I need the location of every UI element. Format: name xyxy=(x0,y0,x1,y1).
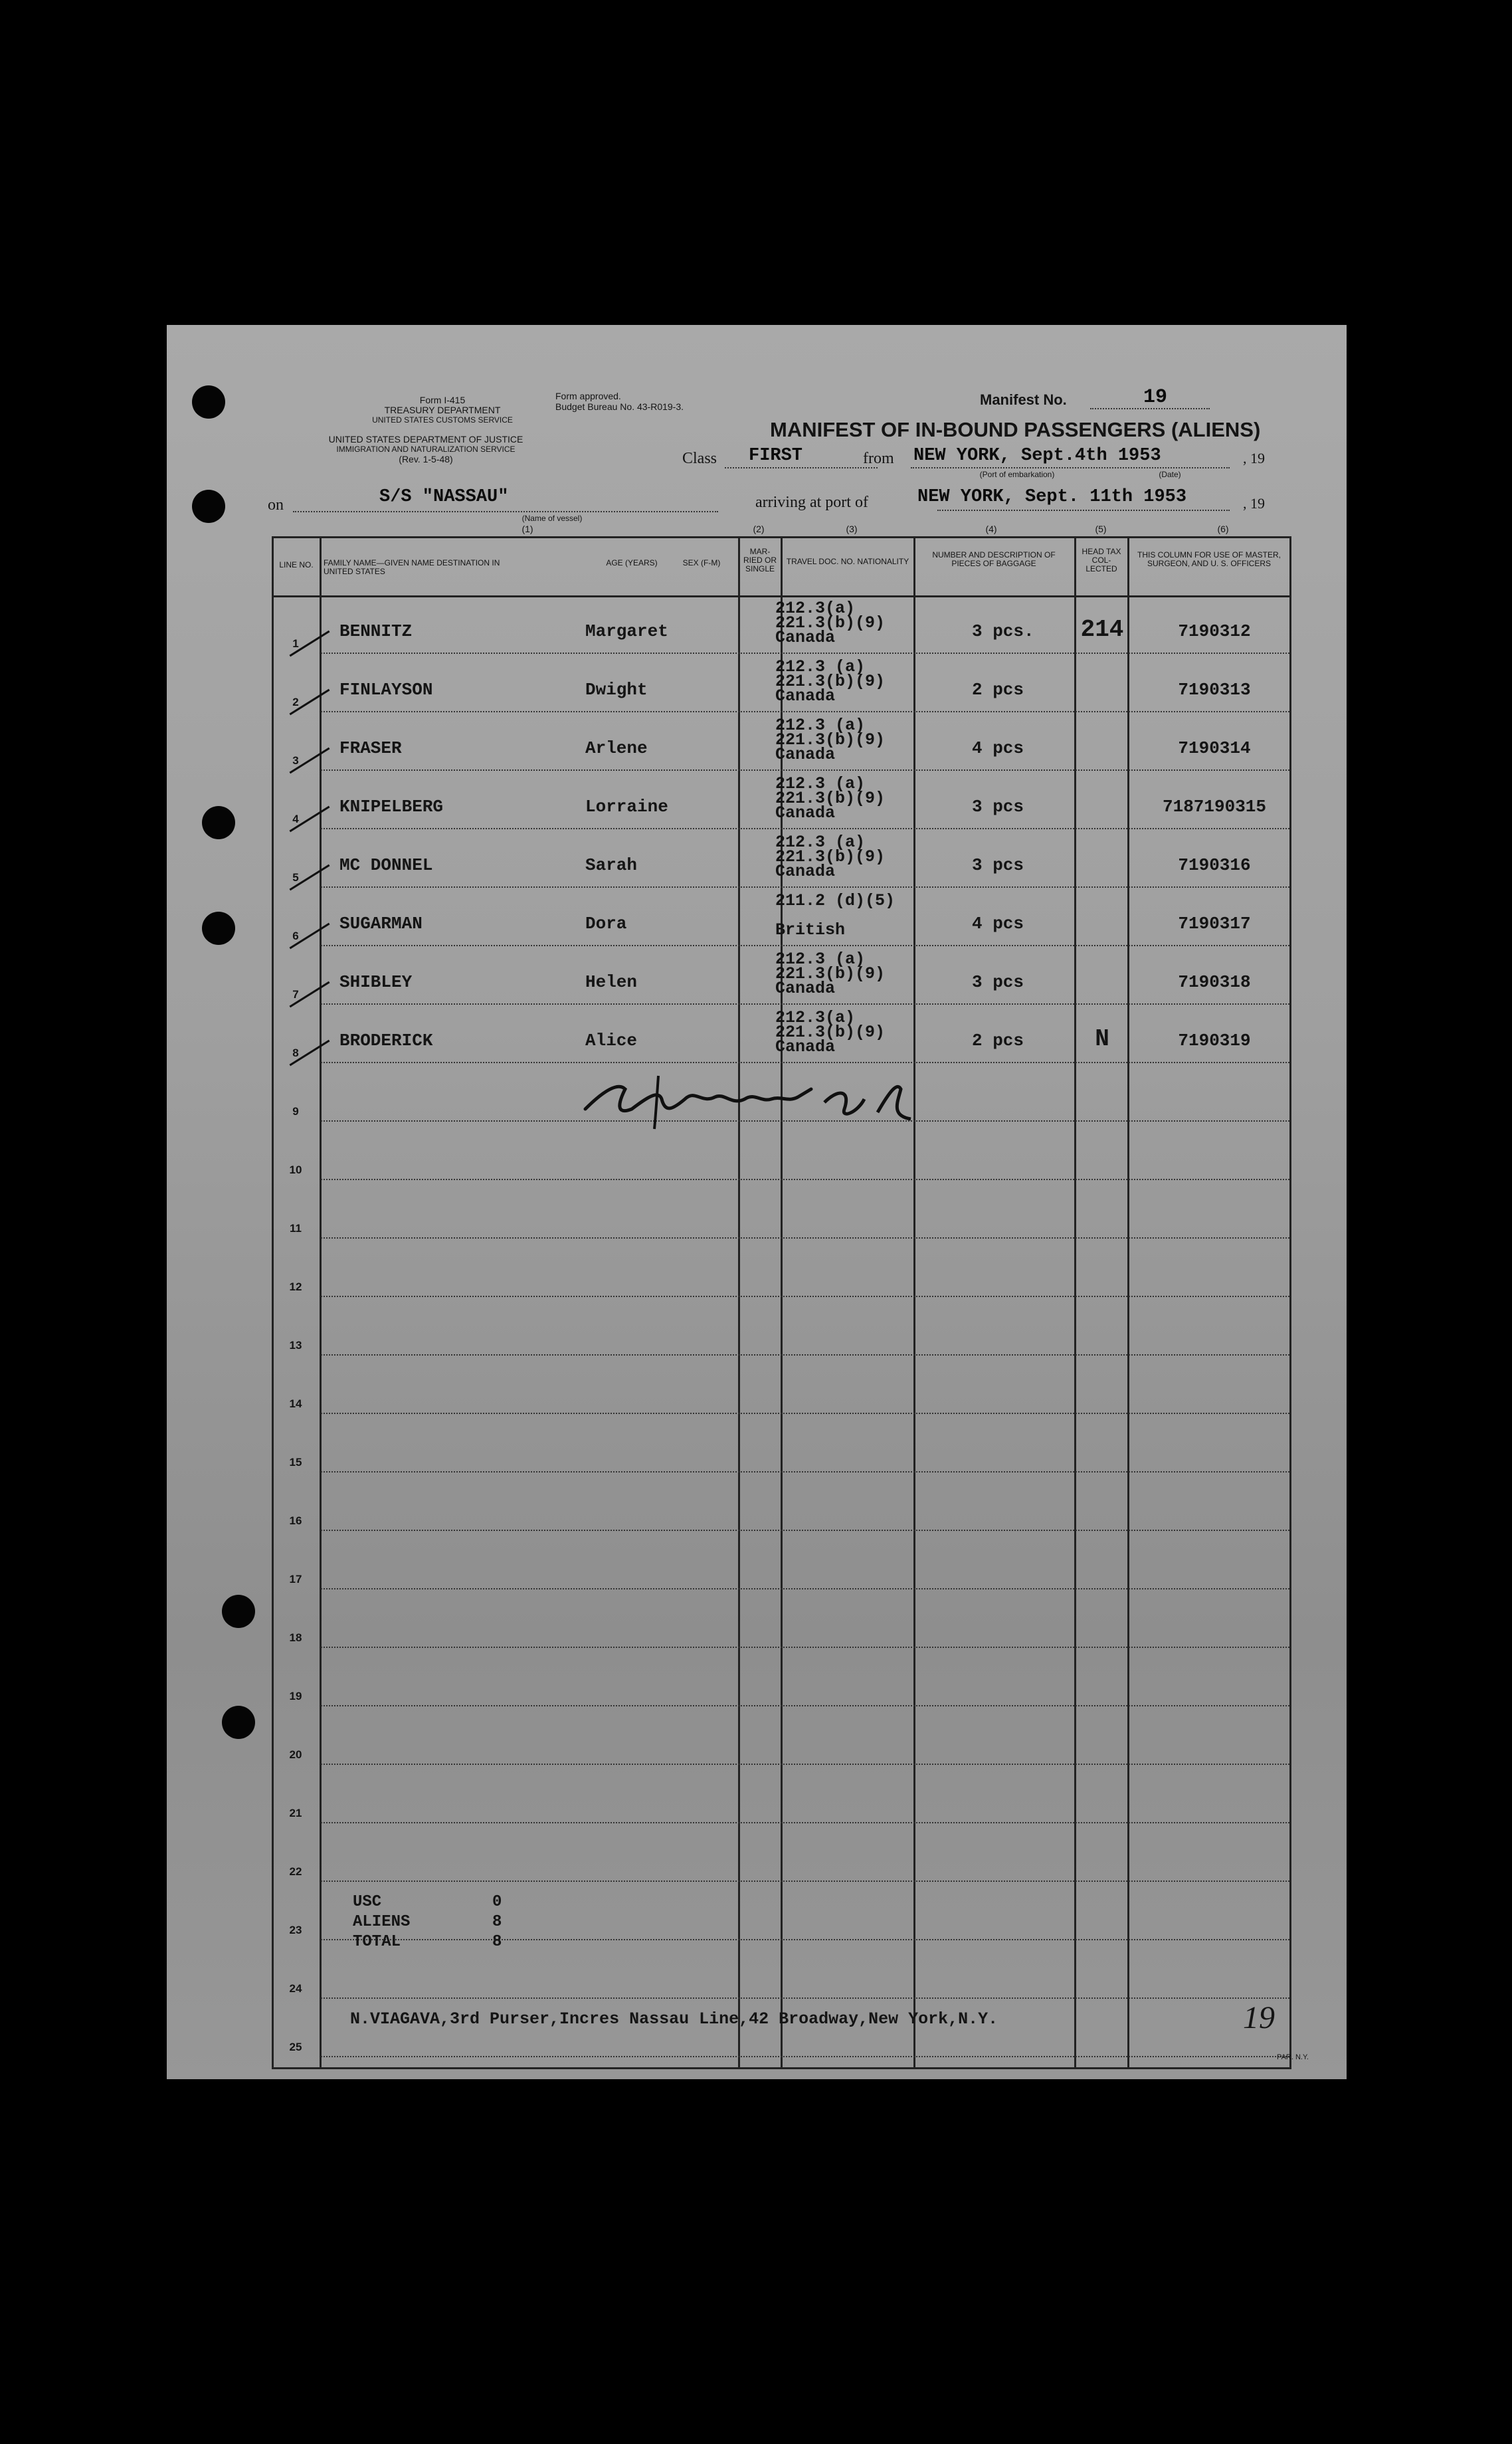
header-officers: THIS COLUMN FOR USE OF MASTER, SURGEON, AND U. S. OFFICERS xyxy=(1137,550,1281,568)
date-label: (Date) xyxy=(1159,470,1181,479)
aliens-label: ALIENS xyxy=(353,1913,411,1931)
nationality: Canada xyxy=(775,862,836,881)
header-baggage: NUMBER AND DESCRIPTION OF PIECES OF BAGGAGE xyxy=(932,550,1056,568)
line-number: 16 xyxy=(289,1514,302,1527)
line-number: 15 xyxy=(289,1456,302,1469)
family-name: FINLAYSON xyxy=(339,680,433,700)
line-number: 14 xyxy=(289,1397,302,1410)
line-number: 9 xyxy=(292,1105,299,1118)
arriving-value: NEW YORK, Sept. 11th 1953 xyxy=(917,487,1187,507)
binder-hole xyxy=(202,806,235,839)
given-name: Alice xyxy=(585,1031,638,1051)
document-title: MANIFEST OF IN-BOUND PASSENGERS (ALIENS) xyxy=(770,418,1261,441)
line-number: 21 xyxy=(289,1807,302,1819)
given-name: Dwight xyxy=(585,680,648,700)
line-rule xyxy=(321,1530,1289,1531)
officer-number: 7190318 xyxy=(1178,972,1251,992)
from-label: from xyxy=(863,450,894,467)
line-rule xyxy=(321,769,1289,771)
line-rule xyxy=(321,1939,1289,1940)
form-approved: Form approved. xyxy=(555,391,621,401)
family-name: MC DONNEL xyxy=(339,855,433,875)
line-rule xyxy=(321,1764,1289,1765)
given-name: Sarah xyxy=(585,855,638,875)
year-suffix: , 19 xyxy=(1243,450,1265,466)
printer-mark: PAR. N.Y. xyxy=(1277,2053,1309,2061)
head-tax: 214 xyxy=(1080,616,1124,643)
travel-doc-1: 212.3 (a) xyxy=(775,716,866,735)
col-num-2: (2) xyxy=(753,524,765,534)
family-name: BENNITZ xyxy=(339,621,413,641)
col-num-1: (1) xyxy=(521,524,533,534)
family-name: KNIPELBERG xyxy=(339,797,444,817)
binder-hole xyxy=(202,912,235,945)
port-embark-label: (Port of embarkation) xyxy=(979,470,1055,479)
nationality: Canada xyxy=(775,628,836,647)
col-divider xyxy=(913,536,915,2069)
usc-label: USC xyxy=(353,1893,382,1911)
officer-signature xyxy=(579,1063,937,1142)
line-rule xyxy=(321,1471,1289,1473)
line-number: 23 xyxy=(289,1924,302,1936)
officer-number: 7190314 xyxy=(1178,738,1251,758)
officer-number: 7190312 xyxy=(1178,621,1251,641)
travel-doc-2: 221.3(b)(9) xyxy=(775,613,886,633)
officer-number: 7187190315 xyxy=(1162,797,1267,817)
baggage: 4 pcs xyxy=(972,738,1024,758)
line-rule xyxy=(321,1413,1289,1414)
year-suffix-2: , 19 xyxy=(1243,495,1265,512)
line-number: 20 xyxy=(289,1748,302,1761)
baggage: 2 pcs xyxy=(972,680,1024,700)
col-divider xyxy=(1127,536,1129,2069)
line-number: 3 xyxy=(292,754,299,767)
line-number: 6 xyxy=(292,930,299,942)
binder-hole xyxy=(192,490,225,523)
travel-doc-1: 212.3 (a) xyxy=(775,833,866,852)
travel-doc-1: 212.3(a) xyxy=(775,599,856,618)
line-number: 7 xyxy=(292,988,299,1001)
baggage: 3 pcs xyxy=(972,972,1024,992)
revision: (Rev. 1-5-48) xyxy=(399,454,453,464)
header-married: MAR-RIED OR SINGLE xyxy=(743,547,777,573)
total-value: 8 xyxy=(492,1933,502,1951)
col-num-5: (5) xyxy=(1095,524,1107,534)
col-num-4: (4) xyxy=(985,524,997,534)
line-rule xyxy=(321,653,1289,654)
col-divider xyxy=(320,536,322,2069)
travel-doc-1: 211.2 (d)(5) xyxy=(775,891,896,910)
line-number: 22 xyxy=(289,1865,302,1878)
line-number: 17 xyxy=(289,1573,302,1585)
from-value: NEW YORK, Sept.4th 1953 xyxy=(913,446,1161,466)
line-rule xyxy=(321,1237,1289,1239)
travel-doc-2: 221.3(b)(9) xyxy=(775,847,886,866)
manifest-label: Manifest No. xyxy=(980,391,1067,408)
given-name: Margaret xyxy=(585,621,668,641)
family-name: SUGARMAN xyxy=(339,914,423,934)
baggage: 3 pcs xyxy=(972,855,1024,875)
col-num-6: (6) xyxy=(1217,524,1229,534)
travel-doc-1: 212.3(a) xyxy=(775,1008,856,1027)
line-number: 10 xyxy=(289,1164,302,1176)
budget-bureau: Budget Bureau No. 43-R019-3. xyxy=(555,401,684,412)
col-divider xyxy=(1289,536,1291,2069)
line-number: 11 xyxy=(290,1222,302,1235)
col-divider xyxy=(738,536,740,2069)
from-rule xyxy=(911,467,1230,468)
purser-statement: N.VIAGAVA,3rd Purser,Incres Nassau Line,42 Broadway,New York,N.Y. xyxy=(350,2009,998,2029)
head-tax: N xyxy=(1095,1025,1109,1053)
travel-doc-2: 221.3(b)(9) xyxy=(775,789,886,808)
baggage: 3 pcs. xyxy=(972,621,1034,641)
form-number: Form I-415 xyxy=(419,395,466,405)
given-name: Helen xyxy=(585,972,638,992)
justice-label: UNITED STATES DEPARTMENT OF JUSTICE xyxy=(328,434,523,445)
line-rule xyxy=(321,711,1289,712)
customs-label: UNITED STATES CUSTOMS SERVICE xyxy=(372,415,513,425)
line-number: 2 xyxy=(292,696,299,708)
officer-number: 7190313 xyxy=(1178,680,1251,700)
col-divider xyxy=(781,536,783,2069)
line-number: 25 xyxy=(289,2041,302,2053)
line-number: 19 xyxy=(289,1690,302,1702)
nationality: Canada xyxy=(775,979,836,998)
travel-doc-2: 221.3(b)(9) xyxy=(775,730,886,750)
travel-doc-2: 221.3(b)(9) xyxy=(775,964,886,983)
family-name: FRASER xyxy=(339,738,402,758)
officer-number: 7190317 xyxy=(1178,914,1251,934)
family-name: SHIBLEY xyxy=(339,972,413,992)
manifest-sheet xyxy=(167,325,1347,2079)
class-label: Class xyxy=(682,450,717,467)
nationality: Canada xyxy=(775,1037,836,1057)
binder-hole xyxy=(222,1595,255,1628)
travel-doc-2: 221.3(b)(9) xyxy=(775,1023,886,1042)
class-value: FIRST xyxy=(749,446,803,466)
line-rule xyxy=(321,1997,1289,1999)
col-num-3: (3) xyxy=(846,524,858,534)
travel-doc-2: 221.3(b)(9) xyxy=(775,672,886,691)
nationality: Canada xyxy=(775,686,836,706)
header-head-tax: HEAD TAX COL-LECTED xyxy=(1082,547,1121,573)
usc-value: 0 xyxy=(492,1893,502,1911)
col-divider xyxy=(272,536,274,2069)
line-rule xyxy=(321,1179,1289,1180)
line-rule xyxy=(321,1588,1289,1589)
officer-number: 7190316 xyxy=(1178,855,1251,875)
line-rule xyxy=(321,1354,1289,1356)
travel-doc-1: 212.3 (a) xyxy=(775,774,866,793)
nationality: Canada xyxy=(775,745,836,764)
line-rule xyxy=(321,1705,1289,1706)
line-number: 12 xyxy=(289,1280,302,1293)
ins-label: IMMIGRATION AND NATURALIZATION SERVICE xyxy=(336,445,516,454)
footer-handwritten-number: 19 xyxy=(1243,2000,1275,2035)
header-sex: SEX (F-M) xyxy=(682,558,721,567)
arriving-rule xyxy=(937,510,1230,511)
arriving-label: arriving at port of xyxy=(755,494,868,511)
class-rule xyxy=(725,467,878,468)
baggage: 3 pcs xyxy=(972,797,1024,817)
line-number: 4 xyxy=(292,813,299,825)
line-rule xyxy=(321,1003,1289,1005)
line-number: 1 xyxy=(292,637,299,650)
total-label: TOTAL xyxy=(353,1933,401,1951)
line-number: 8 xyxy=(292,1047,299,1059)
line-number: 18 xyxy=(289,1631,302,1644)
nationality: British xyxy=(775,920,846,940)
travel-doc-1: 212.3 (a) xyxy=(775,950,866,969)
binder-hole xyxy=(222,1706,255,1739)
given-name: Dora xyxy=(585,914,627,934)
header-travel-doc: TRAVEL DOC. NO. NATIONALITY xyxy=(786,557,909,566)
line-rule xyxy=(321,2056,1289,2057)
baggage: 2 pcs xyxy=(972,1031,1024,1051)
on-label: on xyxy=(268,496,284,514)
baggage: 4 pcs xyxy=(972,914,1024,934)
manifest-number: 19 xyxy=(1143,386,1168,409)
line-number: 24 xyxy=(289,1982,302,1995)
header-name: FAMILY NAME—GIVEN NAME DESTINATION IN UNITED STATES xyxy=(324,558,500,576)
line-number: 13 xyxy=(289,1339,302,1352)
given-name: Lorraine xyxy=(585,797,668,817)
given-name: Arlene xyxy=(585,738,648,758)
family-name: BRODERICK xyxy=(339,1031,433,1051)
nationality: Canada xyxy=(775,803,836,823)
line-rule xyxy=(321,1881,1289,1882)
header-age: AGE (YEARS) xyxy=(606,558,658,567)
vessel-value: S/S "NASSAU" xyxy=(379,487,509,507)
aliens-value: 8 xyxy=(492,1913,502,1931)
travel-doc-1: 212.3 (a) xyxy=(775,657,866,676)
line-rule xyxy=(321,886,1289,888)
col-divider xyxy=(1074,536,1076,2069)
line-number: 5 xyxy=(292,871,299,884)
line-rule xyxy=(321,1296,1289,1297)
vessel-label: (Name of vessel) xyxy=(521,514,583,523)
vessel-rule xyxy=(293,511,718,512)
line-rule xyxy=(321,945,1289,946)
officer-number: 7190319 xyxy=(1178,1031,1251,1051)
header-line-no: LINE NO. xyxy=(279,560,314,569)
line-rule xyxy=(321,1647,1289,1648)
binder-hole xyxy=(192,385,225,419)
treasury-label: TREASURY DEPARTMENT xyxy=(384,405,501,415)
line-rule xyxy=(321,1822,1289,1823)
line-rule xyxy=(321,828,1289,829)
